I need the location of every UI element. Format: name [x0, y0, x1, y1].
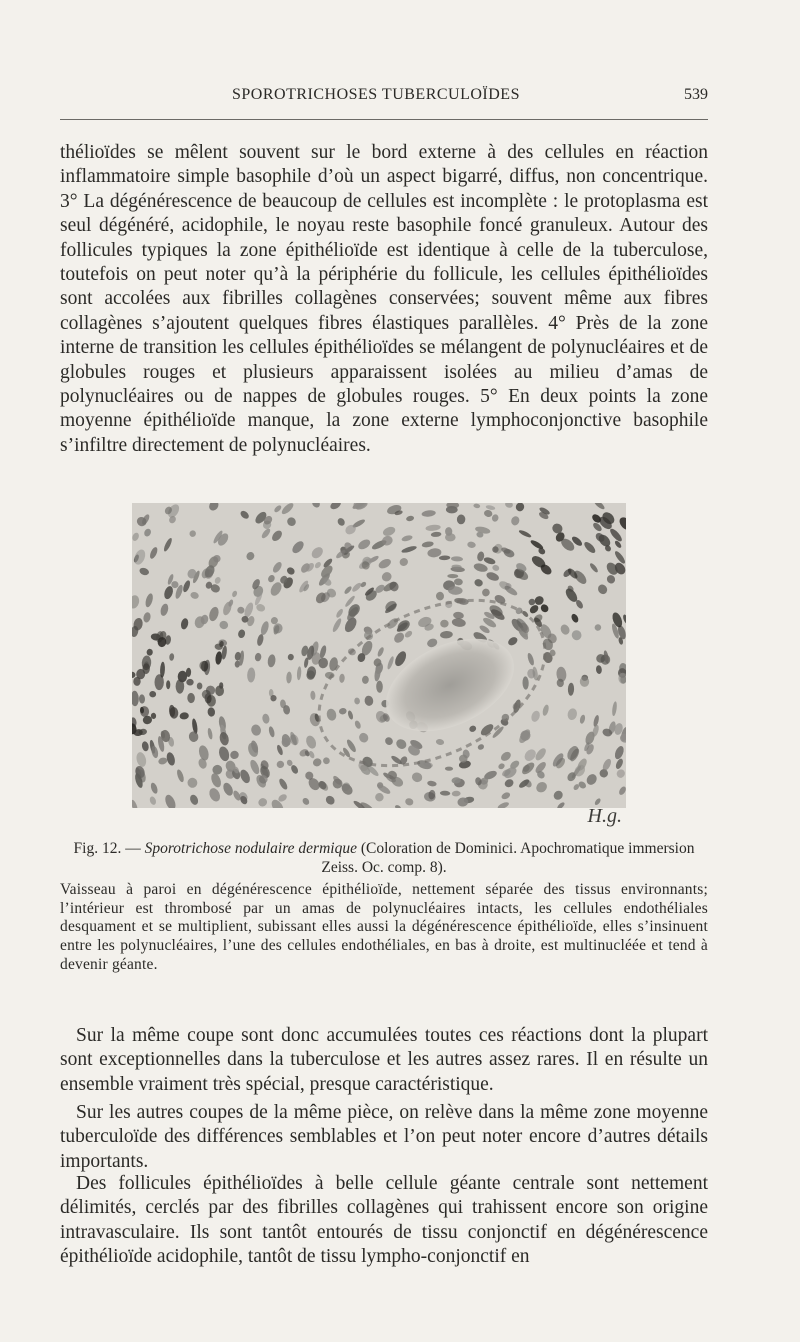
body-paragraph-4: [60, 1172, 708, 1270]
body-paragraph-4-text: Des follicules épithélioïdes à belle cellule géante centrale sont nettement délimités, cerclés par des fibrilles collagènes qui trahissent encore son origine intravasculaire. Ils sont tantôt entourés de tissu conjonctif en dégénérescence épithélioïde acidophile, tantôt de tissu lympho-conjonctif en: [60, 1173, 708, 1268]
body-paragraph-2: [60, 1024, 708, 1097]
artist-signature: H.g.: [587, 805, 622, 827]
page-header: [60, 86, 708, 112]
caption-title-italic: Sporotrichose nodulaire dermique: [144, 840, 357, 857]
caption-title: [60, 840, 708, 877]
figure-12: [130, 493, 630, 828]
cell-nucleus: [197, 683, 203, 690]
cell-nucleus: [166, 680, 170, 689]
figure-label: Fig. 12. —: [73, 840, 141, 857]
running-head: SPOROTRICHOSES TUBERCULOÏDES: [232, 86, 520, 103]
body-paragraph-1: thélioïdes se mêlent souvent sur le bord externe à des cellules en réaction inflammatoire simple basophile d’où un aspect bigarré, diffus, non concentrique. 3° La dégénérescence de beaucoup de cellules est incomplète : le protoplasma est seul dégénéré, acidophile, le noyau reste basophile foncé granuleux. Autour des follicules typiques la zone épithélioïde est identique à celle de la tuberculose, toutefois on peut noter qu’à la périphérie du follicule, les cellules épithélioïdes sont accolées aux fibrilles collagènes conservées; souvent même aux fibres collagènes s’ajoutent quelques fibres élastiques parallèles. 4° Près de la zone interne de transition les cellules épithélioïdes se mélangent de polynucléaires et de globules rouges et plusieurs apparaissent isolées au milieu d’amas de polynucléaires ou de nappes de globules rouges. 5° En deux points la zone moyenne épithélioïde manque, la zone externe lymphoconjonctive basophile s’infiltre directement de polynucléaires.: [60, 142, 708, 456]
body-paragraph-2-text: Sur la même coupe sont donc accumulées toutes ces réactions dont la plupart sont exceptionnelles dans la tuberculose et les autres assez rares. Il en résulte un ensemble vraiment très spécial, presque caractéristique.: [60, 1025, 708, 1095]
page-number: 539: [684, 86, 708, 103]
body-paragraph-3: [60, 1101, 708, 1174]
histology-illustration: [132, 503, 626, 808]
caption-title-rest: (Coloration de Dominici. Apochromatique immersion Zeiss. Oc. comp. 8).: [321, 840, 695, 876]
cell-nucleus: [219, 682, 223, 689]
figure-caption: [60, 840, 708, 974]
body-paragraph-3-text: Sur les autres coupes de la même pièce, on relève dans la même zone moyenne tuberculoïde des différences semblables et l’on peut noter encore d’autres détails importants.: [60, 1102, 708, 1172]
cell-nucleus: [445, 533, 456, 541]
caption-description: Vaisseau à paroi en dégénérescence épithélioïde, nettement séparée des tissus environnants; l’intérieur est thrombosé par un amas de polynucléaires intacts, les cellules endothéliales desquament et se multiplient, subissant elles aussi la dégénérescence épithélioïde, elles s’insinuent entre les polynucléaires, l’une des cellules endothéliales, en bas à droite, est multinucléée et tend à devenir géante.: [60, 881, 708, 973]
header-rule: [60, 119, 708, 120]
